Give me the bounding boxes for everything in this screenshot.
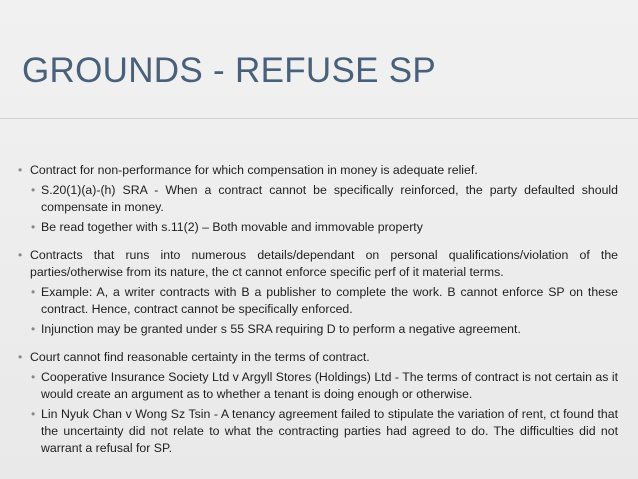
bullet-dot-icon: • <box>31 407 36 421</box>
sub-bullet-text: S.20(1)(a)-(h) SRA - When a contract cannot be specifically reinforced, the party defaulted should compensate in money. <box>41 183 618 214</box>
bullet-dot-icon: • <box>18 163 23 177</box>
bullet-dot-icon: • <box>31 183 36 197</box>
bullet-dot-icon: • <box>31 370 36 384</box>
sub-bullet-point <box>0 182 638 216</box>
bullet-dot-icon: • <box>18 350 23 364</box>
bullet-dot-icon: • <box>31 220 36 234</box>
bullet-text: Court cannot find reasonable certainty in the terms of contract. <box>30 350 370 364</box>
sub-bullet-point <box>0 284 638 318</box>
bullet-dot-icon: • <box>31 285 36 299</box>
sub-bullet-text: Lin Nyuk Chan v Wong Sz Tsin - A tenancy agreement failed to stipulate the variation of rent, ct found that the uncertainty did not relate to what the contracting parties had agreed to do. The difficulties did not warrant a refusal for SP. <box>41 407 618 455</box>
sub-bullet-text: Injunction may be granted under s 55 SRA requiring D to perform a negative agreement. <box>41 322 521 336</box>
sub-bullet-point <box>0 321 638 338</box>
slide-content <box>0 162 638 457</box>
bullet-point <box>0 349 638 366</box>
sub-bullet-text: Be read together with s.11(2) – Both movable and immovable property <box>41 220 423 234</box>
bullet-point <box>0 162 638 179</box>
title-divider <box>0 118 638 119</box>
bullet-text: Contract for non-performance for which compensation in money is adequate relief. <box>30 163 478 177</box>
slide-title: GROUNDS - REFUSE SP <box>22 51 437 90</box>
bullet-text: Contracts that runs into numerous details/dependant on personal qualifications/violation of the parties/otherwise from its nature, the ct cannot enforce specific perf of it material terms. <box>30 248 618 279</box>
sub-bullet-point <box>0 219 638 236</box>
sub-bullet-point <box>0 369 638 403</box>
sub-bullet-text: Example: A, a writer contracts with B a publisher to complete the work. B cannot enforce SP on these contract. Hence, contract cannot be specifically enforced. <box>41 285 618 316</box>
sub-bullet-text: Cooperative Insurance Society Ltd v Argyll Stores (Holdings) Ltd - The terms of contract is not certain as it would create an argument as to whether a tenant is doing enough or otherwise. <box>41 370 618 401</box>
sub-bullet-point <box>0 406 638 457</box>
bullet-dot-icon: • <box>18 248 23 262</box>
bullet-point <box>0 247 638 281</box>
bullet-dot-icon: • <box>31 322 36 336</box>
